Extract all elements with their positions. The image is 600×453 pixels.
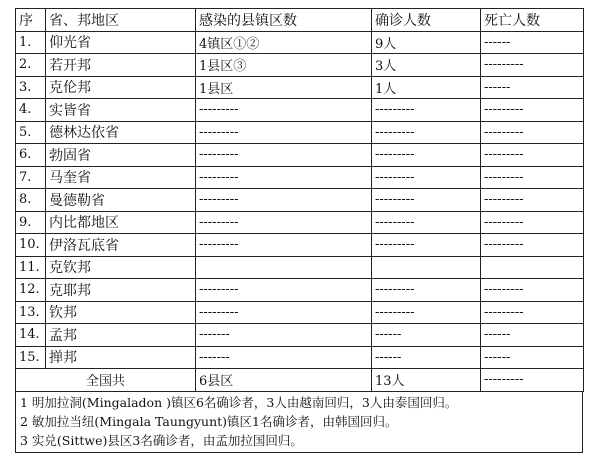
row-towns: --------- (196, 189, 372, 212)
total-towns: 6县区 (196, 369, 372, 392)
row-index: 5. (16, 121, 46, 144)
table-body (16, 31, 584, 369)
row-towns: ------- (196, 324, 372, 347)
row-confirmed: --------- (372, 211, 481, 234)
footnotes (15, 392, 583, 453)
row-index: 3. (16, 76, 46, 99)
row-index: 12. (16, 279, 46, 302)
header-deaths: 死亡人数 (481, 9, 584, 32)
total-label: 全国共 (16, 369, 196, 392)
table-row (16, 189, 584, 212)
row-region: 伊洛瓦底省 (46, 234, 196, 257)
row-region: 内比都地区 (46, 211, 196, 234)
row-deaths (481, 256, 584, 279)
row-towns: --------- (196, 279, 372, 302)
row-index: 2. (16, 54, 46, 77)
row-confirmed: --------- (372, 99, 481, 122)
row-deaths: --------- (481, 144, 584, 167)
row-region: 钦邦 (46, 301, 196, 324)
row-index: 4. (16, 99, 46, 122)
row-region: 克耶邦 (46, 279, 196, 302)
table-row (16, 166, 584, 189)
row-confirmed: 3人 (372, 54, 481, 77)
row-region: 仰光省 (46, 31, 196, 54)
row-deaths: ------ (481, 76, 584, 99)
header-index: 序 (16, 9, 46, 32)
total-confirmed: 13人 (372, 369, 481, 392)
table-row (16, 144, 584, 167)
row-deaths: --------- (481, 166, 584, 189)
row-confirmed: --------- (372, 189, 481, 212)
row-confirmed: --------- (372, 144, 481, 167)
row-towns: --------- (196, 144, 372, 167)
row-deaths: --------- (481, 54, 584, 77)
row-deaths: --------- (481, 234, 584, 257)
row-region: 孟邦 (46, 324, 196, 347)
row-region: 曼德勒省 (46, 189, 196, 212)
row-confirmed (372, 256, 481, 279)
row-confirmed: 9人 (372, 31, 481, 54)
row-towns: --------- (196, 99, 372, 122)
row-region: 克钦邦 (46, 256, 196, 279)
row-towns: ------- (196, 346, 372, 369)
row-confirmed: --------- (372, 166, 481, 189)
table-row (16, 76, 584, 99)
row-region: 掸邦 (46, 346, 196, 369)
row-towns: --------- (196, 166, 372, 189)
row-deaths: --------- (481, 211, 584, 234)
row-deaths: ------ (481, 31, 584, 54)
row-region: 德林达依省 (46, 121, 196, 144)
document (15, 8, 583, 453)
row-towns: 1县区 (196, 76, 372, 99)
row-index: 15. (16, 346, 46, 369)
table-row (16, 301, 584, 324)
table-row (16, 234, 584, 257)
total-row (16, 369, 584, 392)
row-towns: 1县区③ (196, 54, 372, 77)
table-row (16, 346, 584, 369)
row-index: 11. (16, 256, 46, 279)
row-index: 1. (16, 31, 46, 54)
row-confirmed: --------- (372, 234, 481, 257)
row-confirmed: ------ (372, 324, 481, 347)
table-row (16, 99, 584, 122)
table-row (16, 211, 584, 234)
row-index: 14. (16, 324, 46, 347)
row-region: 实皆省 (46, 99, 196, 122)
row-towns: --------- (196, 234, 372, 257)
header-confirmed: 确诊人数 (372, 9, 481, 32)
row-towns: 4镇区①② (196, 31, 372, 54)
row-deaths: --------- (481, 301, 584, 324)
total-deaths: --------- (481, 369, 584, 392)
table-row (16, 279, 584, 302)
row-towns: --------- (196, 211, 372, 234)
row-towns: --------- (196, 121, 372, 144)
header-region: 省、邦地区 (46, 9, 196, 32)
covid-cases-table (15, 8, 584, 392)
row-index: 8. (16, 189, 46, 212)
row-deaths: --------- (481, 189, 584, 212)
header-towns: 感染的县镇区数 (196, 9, 372, 32)
table-row (16, 31, 584, 54)
row-towns: --------- (196, 301, 372, 324)
table-row (16, 121, 584, 144)
row-region: 克伦邦 (46, 76, 196, 99)
row-towns (196, 256, 372, 279)
row-deaths: ------ (481, 346, 584, 369)
row-index: 9. (16, 211, 46, 234)
row-index: 10. (16, 234, 46, 257)
row-confirmed: 1人 (372, 76, 481, 99)
table-row (16, 256, 584, 279)
row-deaths: ------ (481, 324, 584, 347)
row-region: 马奎省 (46, 166, 196, 189)
header-row (16, 9, 584, 32)
table-row (16, 324, 584, 347)
row-index: 6. (16, 144, 46, 167)
row-deaths: --------- (481, 279, 584, 302)
row-deaths: --------- (481, 99, 584, 122)
row-region: 若开邦 (46, 54, 196, 77)
row-deaths: --------- (481, 121, 584, 144)
row-region: 勃固省 (46, 144, 196, 167)
footnote-1: 1 明加拉洞(Mingaladon )镇区6名确诊者，3人由越南回归，3人由泰国回归。 (20, 394, 458, 410)
footnote-3: 3 实兑(Sittwe)县区3名确诊者，由孟加拉国回归。 (20, 432, 303, 448)
footnote-2: 2 敏加拉当纽(Mingala Taungyunt)镇区1名确诊者，由韩国回归。 (20, 413, 398, 429)
row-index: 13. (16, 301, 46, 324)
row-confirmed: ------ (372, 346, 481, 369)
row-confirmed: --------- (372, 301, 481, 324)
table-row (16, 54, 584, 77)
row-index: 7. (16, 166, 46, 189)
row-confirmed: --------- (372, 279, 481, 302)
row-confirmed: --------- (372, 121, 481, 144)
